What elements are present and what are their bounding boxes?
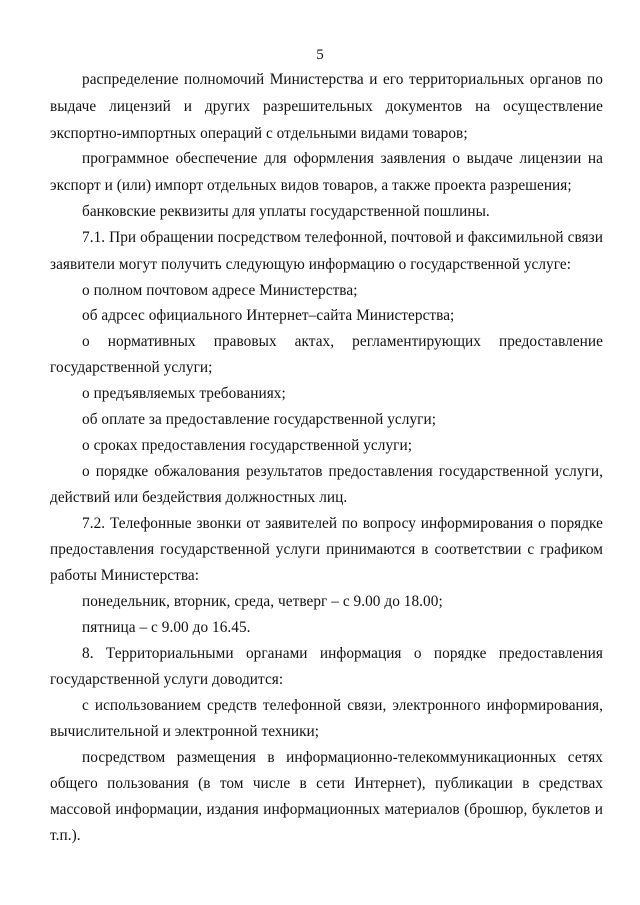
text-line: 7.2. Телефонные звонки от заявителей по вопросу информирования о порядке (82, 515, 603, 532)
text-line: посредством размещения в информационно-телекоммуникационных сетях (82, 749, 603, 766)
text-line: массовой информации, издания информационных материалов (брошюр, буклетов и (50, 801, 603, 818)
text-line: о нормативных правовых актах, регламентирующих предоставление (82, 333, 603, 350)
text-line: понедельник, вторник, среда, четверг – с 9.00 до 18.00; (82, 593, 443, 610)
text-line: экспорт и (или) импорт отдельных видов товаров, а также проекта разрешения; (50, 177, 572, 194)
text-line: распределение полномочий Министерства и его территориальных органов по (82, 71, 603, 88)
text-line: с использованием средств телефонной связи, электронного информирования, (82, 697, 603, 714)
text-line: т.п.). (50, 827, 81, 844)
text-line: общего пользования (в том числе в сети Интернет), публикации в средствах (50, 775, 603, 792)
text-line: о сроках предоставления государственной услуги; (82, 437, 413, 454)
text-line: о порядке обжалования результатов предоставления государственной услуги, (82, 463, 603, 480)
text-line: 7.1. При обращении посредством телефонной, почтовой и факсимильной связи (82, 229, 603, 246)
page-number: 5 (316, 47, 324, 63)
text-line: выдаче лицензий и других разрешительных документов на осуществление (50, 98, 603, 115)
text-line: о полном почтовом адресе Министерства; (82, 282, 358, 299)
text-line: пятница – с 9.00 до 16.45. (82, 619, 251, 636)
text-line: банковские реквизиты для уплаты государственной пошлины. (82, 203, 490, 220)
text-line: об адрсес официального Интернет–сайта Министерства; (82, 307, 455, 324)
text-line: экспортно-импортных операций с отдельными видами товаров; (50, 125, 468, 142)
text-line: заявители могут получить следующую информацию о государственной услуге: (50, 256, 572, 273)
text-line: 8. Территориальными органами информация о порядке предоставления (82, 645, 603, 662)
text-line: вычислительной и электронной техники; (50, 723, 320, 740)
text-line: о предъявляемых требованиях; (82, 385, 286, 402)
text-line: об оплате за предоставление государственной услуги; (82, 411, 437, 428)
text-line: работы Министерства: (50, 567, 200, 584)
text-line: программное обеспечение для оформления заявления о выдаче лицензии на (82, 150, 603, 167)
text-line: предоставления государственной услуги принимаются в соответствии с графиком (50, 541, 603, 558)
text-line: государственной услуги доводится: (50, 671, 284, 688)
text-line: государственной услуги; (50, 359, 213, 376)
text-line: действий или бездействия должностных лиц. (50, 489, 348, 506)
